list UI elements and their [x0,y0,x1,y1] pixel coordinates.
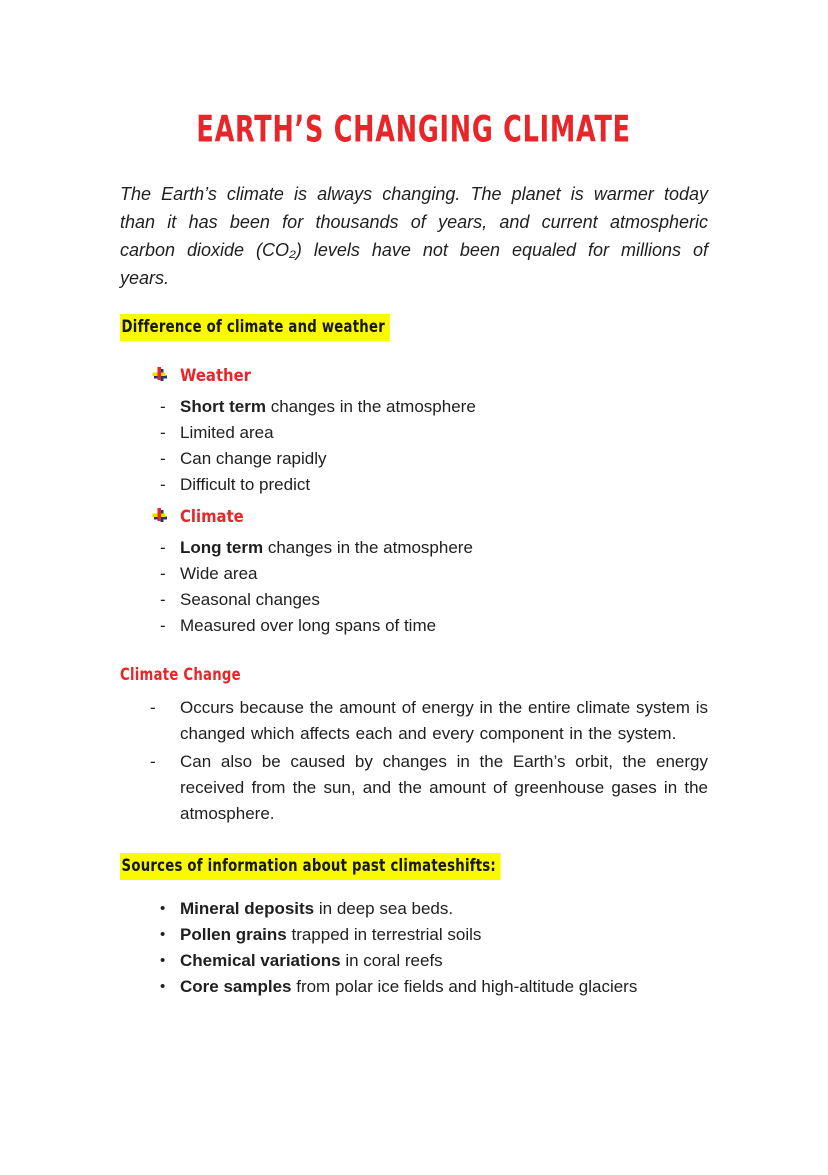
list-item [150,695,708,747]
dash-marker: - [150,752,156,771]
list-item-text: Can also be caused by changes in the Earth’s orbit, the energy received from the sun, and the amount of greenhouse gases in the atmosphere. [180,752,708,823]
colored-plus-bullet-icon [150,507,170,525]
section-heading-climate-change: Climate Change [120,665,241,685]
dash-marker: - [160,564,166,583]
dash-marker: - [160,449,166,468]
weather-group [120,363,708,498]
bullet-marker: • [160,978,166,995]
group-label-weather: Weather [180,365,252,385]
list-item-bold: Short term [180,397,266,416]
list-item-rest: in deep sea beds. [314,899,454,918]
dash-marker: - [150,698,156,717]
page-title [120,110,708,154]
weather-list [160,394,708,498]
list-item [160,613,708,639]
intro-paragraph: The Earth’s climate is always changing. The planet is warmer today than it has been for thousands of years, and current atmospheric carbon dioxide (CO₂) levels have not been equaled for millions of years. [120,184,708,288]
list-item-text [180,561,257,587]
list-item [160,948,708,974]
climate-change-list [120,695,708,827]
list-item-rest: Seasonal changes [180,590,320,609]
section-heading-climate-change-row [120,665,708,685]
sources-list [160,896,708,1000]
list-item-rest: Measured over long spans of time [180,616,437,635]
list-item-text [180,394,476,420]
list-item-text: Occurs because the amount of energy in the entire climate system is changed which affects each and every component in the system. [180,698,708,743]
list-item-text [180,446,326,472]
colored-plus-bullet-icon [150,366,170,384]
section-heading-difference: Difference of climate and weather [120,314,390,341]
list-item-text [180,420,274,446]
list-item-rest: changes in the atmosphere [263,538,473,557]
dash-marker: - [160,475,166,494]
dash-marker: - [160,538,166,557]
list-item-bold: Pollen grains [180,925,287,944]
section-heading-difference-row [120,314,708,341]
climate-list [160,535,708,639]
list-item-text [180,948,708,974]
bullet-marker: • [160,900,166,917]
list-item-rest: Difficult to predict [180,475,311,494]
list-item [160,561,708,587]
list-item [160,420,708,446]
dash-marker: - [160,590,166,609]
list-item-rest: Wide area [180,564,258,583]
list-item [150,749,708,827]
list-item [160,394,708,420]
list-item [160,922,708,948]
list-item-text [180,587,320,613]
list-item [160,896,708,922]
list-item [160,974,708,1000]
section-heading-sources: Sources of information about past climateshifts: [120,853,501,880]
climate-group [120,504,708,639]
list-item-text [180,896,708,922]
list-item-rest: in coral reefs [340,951,443,970]
weather-group-header [150,363,708,387]
list-item [160,587,708,613]
list-item [160,446,708,472]
list-item-text [180,472,310,498]
list-item [160,472,708,498]
bullet-marker: • [160,952,166,969]
list-item-bold: Chemical variations [180,951,341,970]
list-item-bold: Long term [180,538,264,557]
page-title-text: EARTH’S CHANGING CLIMATE [196,108,632,152]
list-item-text [180,922,708,948]
list-item-rest: trapped in terrestrial soils [286,925,482,944]
list-item [160,535,708,561]
bullet-marker: • [160,926,166,943]
list-item-rest: Limited area [180,423,274,442]
list-item-text [180,613,436,639]
list-item-text [180,535,473,561]
list-item-rest: Can change rapidly [180,449,327,468]
list-item-text [180,974,708,1000]
list-item-bold: Core samples [180,977,292,996]
list-item-rest: changes in the atmosphere [265,397,476,416]
list-item-bold: Mineral deposits [180,899,315,918]
dash-marker: - [160,423,166,442]
climate-group-header [150,504,708,528]
section-heading-sources-row [120,853,708,880]
list-item-rest: from polar ice fields and high-altitude glaciers [291,977,638,996]
dash-marker: - [160,616,166,635]
group-label-climate: Climate [180,506,244,526]
dash-marker: - [160,397,166,416]
